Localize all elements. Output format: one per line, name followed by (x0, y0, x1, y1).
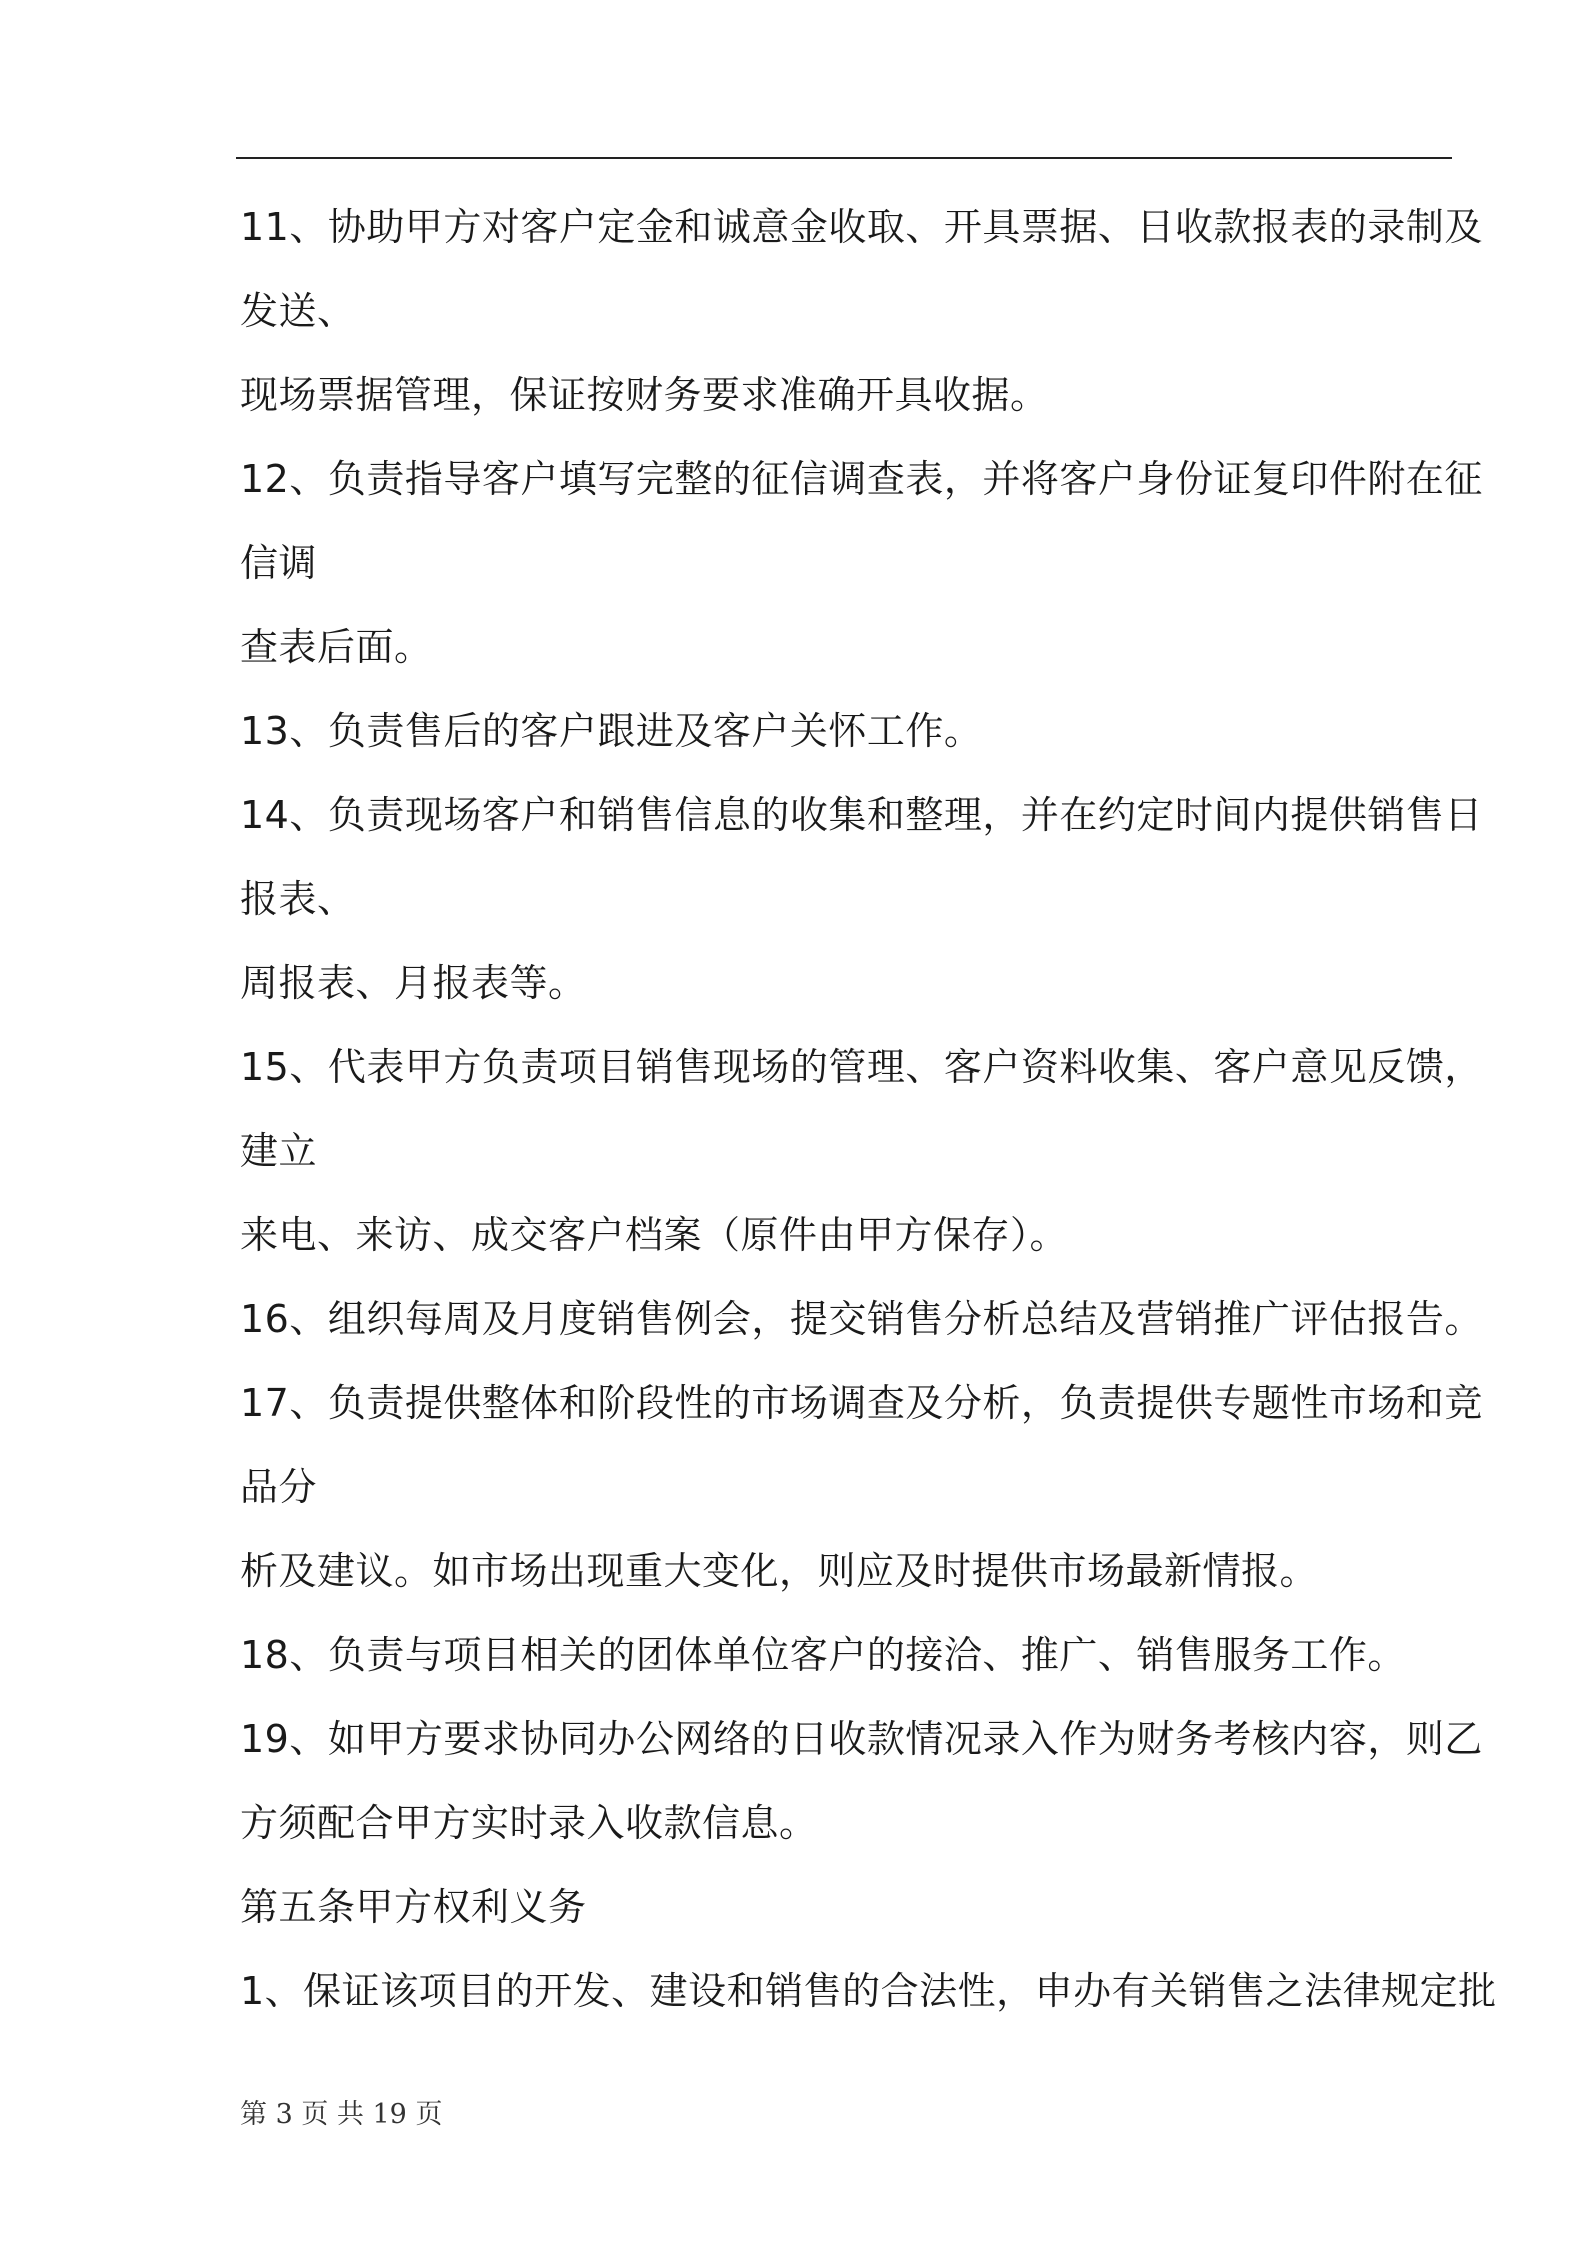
text-line-15: 17、负责提供整体和阶段性的市场调查及分析，负责提供专题性市场和竞 (240, 1381, 1483, 1425)
text-line-9: 报表、 (240, 877, 356, 921)
text-line-5: 信调 (240, 541, 318, 585)
section-heading: 第五条甲方权利义务 (240, 1885, 587, 1929)
text-line-1: 11、协助甲方对客户定金和诚意金收取、开具票据、日收款报表的录制及 (240, 205, 1483, 249)
text-line-4: 12、负责指导客户填写完整的征信调查表，并将客户身份证复印件附在征 (240, 457, 1483, 501)
text-line-12: 建立 (240, 1129, 318, 1173)
text-line-10: 周报表、月报表等。 (240, 961, 587, 1005)
header-divider (236, 157, 1452, 159)
text-line-8: 14、负责现场客户和销售信息的收集和整理，并在约定时间内提供销售日 (240, 793, 1483, 837)
text-line-2: 发送、 (240, 289, 356, 333)
text-line-13: 来电、来访、成交客户档案（原件由甲方保存）。 (240, 1213, 1069, 1257)
text-line-6: 查表后面。 (240, 625, 433, 669)
text-line-16: 品分 (240, 1465, 318, 1509)
text-line-17: 析及建议。如市场出现重大变化，则应及时提供市场最新情报。 (240, 1549, 1319, 1593)
text-line-7: 13、负责售后的客户跟进及客户关怀工作。 (240, 709, 983, 753)
text-line-20: 方须配合甲方实时录入收款信息。 (240, 1801, 818, 1845)
text-line-14: 16、组织每周及月度销售例会，提交销售分析总结及营销推广评估报告。 (240, 1297, 1483, 1341)
text-line-19: 19、如甲方要求协同办公网络的日收款情况录入作为财务考核内容，则乙 (240, 1717, 1483, 1761)
page-number-footer: 第 3 页 共 19 页 (240, 2099, 443, 2130)
text-line-3: 现场票据管理，保证按财务要求准确开具收据。 (240, 373, 1049, 417)
text-line-18: 18、负责与项目相关的团体单位客户的接洽、推广、销售服务工作。 (240, 1633, 1406, 1677)
text-line-22: 1、保证该项目的开发、建设和销售的合法性，申办有关销售之法律规定批 (240, 1969, 1497, 2013)
text-line-11: 15、代表甲方负责项目销售现场的管理、客户资料收集、客户意见反馈， (240, 1045, 1483, 1089)
